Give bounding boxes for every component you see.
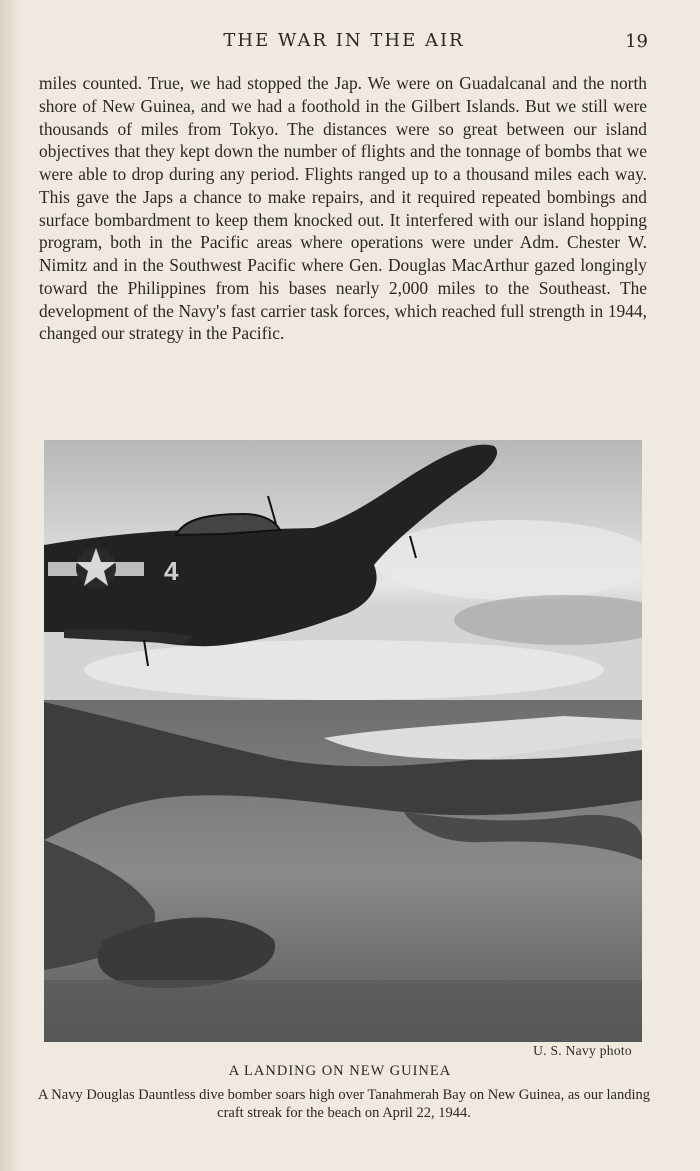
body-paragraph: miles counted. True, we had stopped the Jap. We were on Guadalcanal and the north shore of New Guinea, and we had a foothold in the Gilbert Islands. But we still were thousands of miles from Tokyo. The distances were so great between our island objectives that they kept down the number of flights and the tonnage of bombs that we were able to drop during any period. Flights ranged up to a thousand miles each way. This gave the Japs a chance to make repairs, and it required repeated bombings and surface bombardment to keep them knocked out. It interfered with our island hopping program, both in the Pacific areas where operations were under Adm. Chester W. Nimitz and in the Southwest Pacific where Gen. Douglas MacArthur gazed longingly toward the Philippines from his bases nearly 2,000 miles to the Southeast. The development of the Navy's fast carrier task forces, which reached full strength in 1944, changed our strategy in the Pacific.: [39, 73, 647, 344]
caption-title: A LANDING ON NEW GUINEA: [228, 1063, 452, 1079]
photo-credit: U. S. Navy photo: [533, 1043, 632, 1058]
page-number: 19: [625, 31, 648, 52]
running-title: THE WAR IN THE AIR: [223, 30, 465, 51]
running-head: [40, 30, 648, 54]
caption-text: A Navy Douglas Dauntless dive bomber soars high over Tanahmerah Bay on New Guinea, as our landing craft streak for the beach on April 22, 1944.: [38, 1087, 651, 1121]
aerial-photo: [44, 440, 642, 1042]
photo-illustration: [44, 440, 642, 1042]
page-edge-shadow: [0, 0, 22, 1171]
aircraft-number-marking: 4: [164, 556, 179, 586]
